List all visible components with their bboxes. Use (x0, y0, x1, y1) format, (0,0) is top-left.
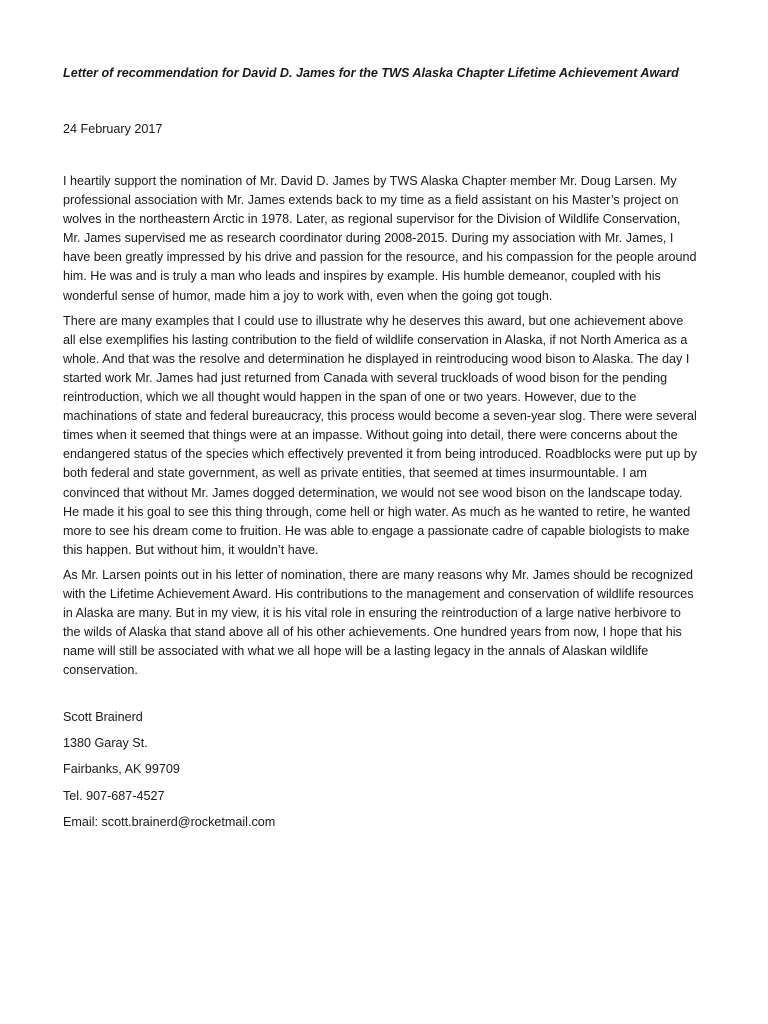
letter-paragraph-1: I heartily support the nomination of Mr. David D. James by TWS Alaska Chapter member Mr. Doug Larsen. My professional association with Mr. James extends back to my time as a field assistant on his Master’s project on wolves in the northeastern Arctic in 1978. Later, as regional supervisor for the Division of Wildlife Conservation, Mr. James supervised me as research coordinator during 2008-2015. During my association with Mr. James, I have been greatly impressed by his drive and passion for the resource, and his compassion for the people around him. He was and is truly a man who leads and inspires by example. His humble demeanor, coupled with his wonderful sense of humor, made him a joy to work with, even when the going got tough. (63, 174, 697, 303)
signature-phone: Tel. 907-687-4527 (63, 788, 165, 803)
signature-city: Fairbanks, AK 99709 (63, 762, 180, 777)
letter-title: Letter of recommendation for David D. James for the TWS Alaska Chapter Lifetime Achievement Award (63, 66, 679, 80)
letter-page (63, 64, 703, 829)
signature-block (63, 708, 275, 839)
letter-paragraph-3: As Mr. Larsen points out in his letter of nomination, there are many reasons why Mr. James should be recognized with the Lifetime Achievement Award. His contributions to the management and conservation of wildlife resources in Alaska are many. But in my view, it is his vital role in ensuring the reintroduction of a large native herbivore to the wilds of Alaska that stand above all of his other achievements. One hundred years from now, I hope that his name will still be associated with what we all hope will be a lasting legacy in the annals of Alaskan wildlife conservation. (63, 567, 694, 678)
signature-street: 1380 Garay St. (63, 736, 148, 751)
letter-paragraph-2: There are many examples that I could use to illustrate why he deserves this award, but one achievement above all else exemplifies his lasting contribution to the field of wildlife conservation in Alaska, if not North America as a whole. And that was the resolve and determination he displayed in reintroducing wood bison to Alaska. The day I started work Mr. James had just returned from Canada with several truckloads of wood bison for the pending reintroduction, which we all thought would happen in the span of one or two years. However, due to the machinations of state and federal bureaucracy, this process would become a seven-year slog. There were several times when it seemed that things were at an impasse. Without going into detail, there were concerns about the endangered status of the species which effectively prevented it from being introduced. Roadblocks were put up by both federal and state government, as well as private entities, that seemed at times insurmountable. I am convinced that without Mr. James dogged determination, we would not see wood bison on the landscape today. He made it his goal to see this thing through, come hell or high water. As much as he wanted to retire, he wanted more to see his dream come to fruition. He was able to engage a passionate cadre of capable biologists to make this happen. But without him, it wouldn’t have. (63, 313, 698, 557)
signature-name: Scott Brainerd (63, 710, 143, 724)
letter-date: 24 February 2017 (63, 122, 163, 136)
signature-email: Email: scott.brainerd@rocketmail.com (63, 814, 276, 829)
letter-body (63, 172, 699, 686)
